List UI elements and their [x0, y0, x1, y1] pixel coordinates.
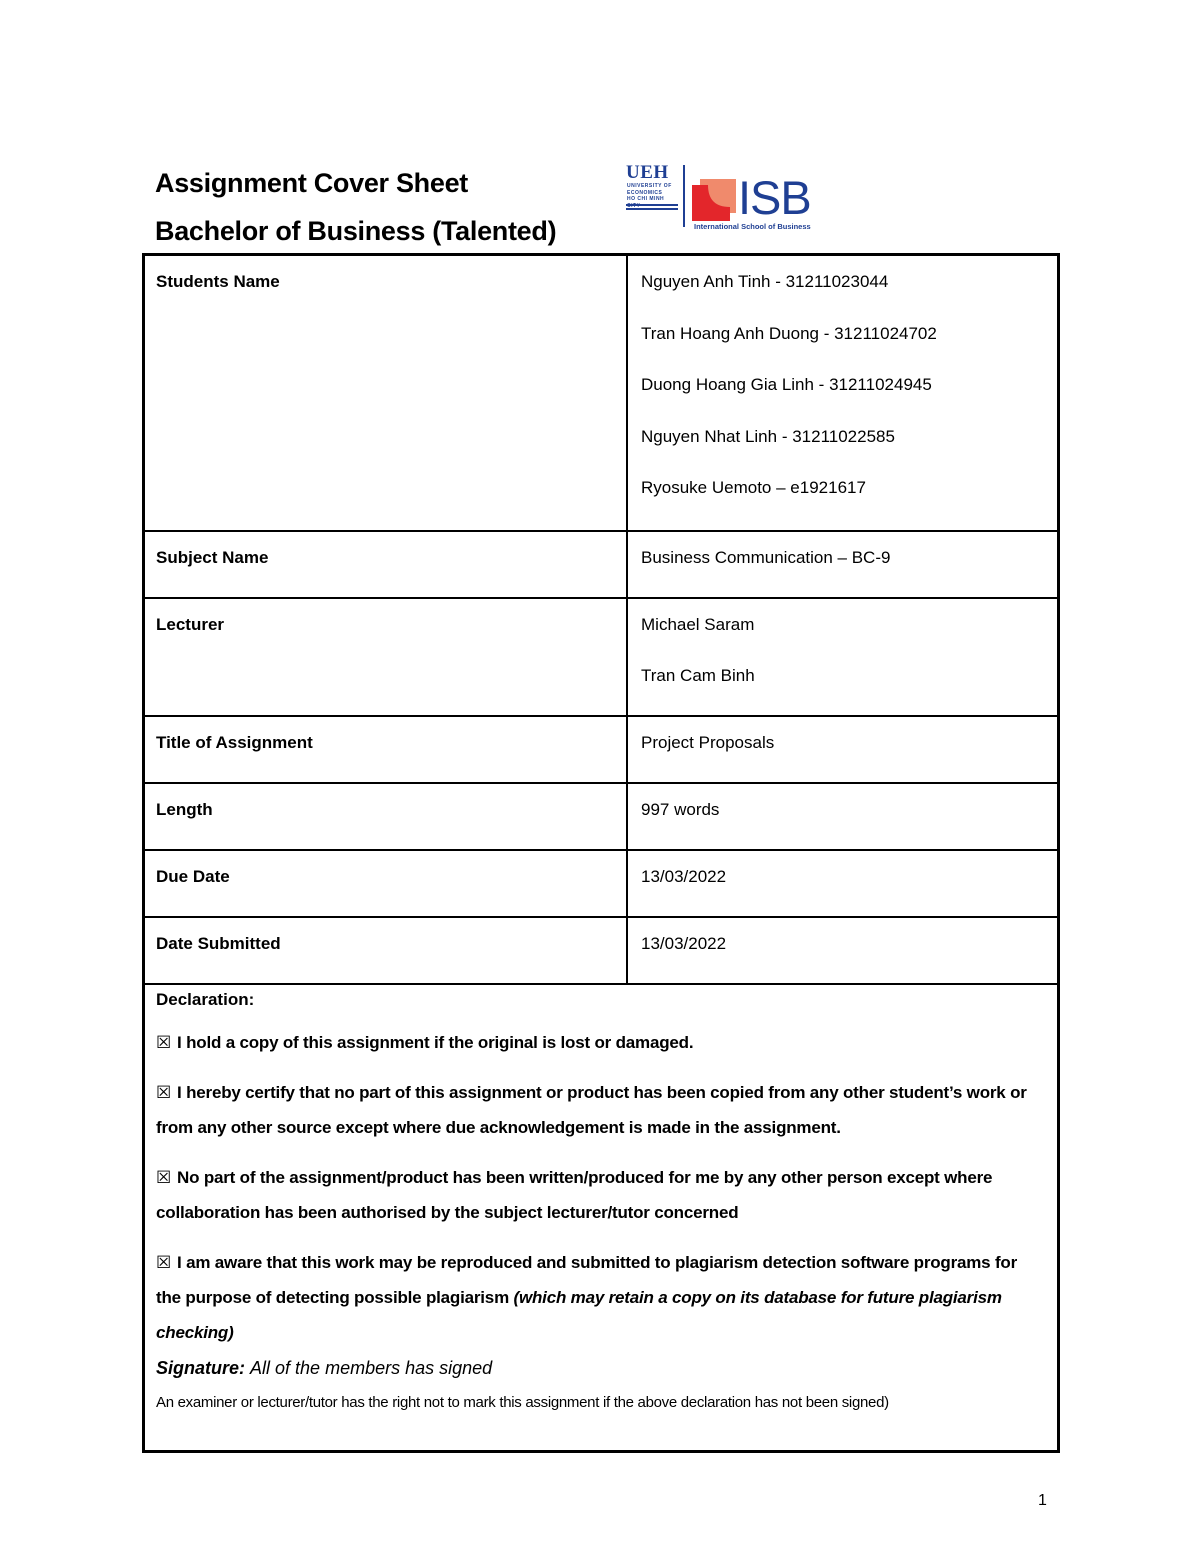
isb-emblem-icon	[692, 179, 736, 221]
subject-row	[144, 531, 1059, 598]
ueh-underline	[626, 204, 678, 206]
due-date-label: Due Date	[144, 850, 628, 917]
lecturer-row	[144, 598, 1059, 716]
declaration-note: An examiner or lecturer/tutor has the right not to mark this assignment if the above declaration has not been signed)	[156, 1393, 889, 1411]
declaration-section	[144, 984, 1059, 1452]
date-submitted-label: Date Submitted	[144, 917, 628, 984]
lecturer-list	[627, 598, 1059, 716]
isb-logo-text: ISB	[738, 171, 811, 224]
page-number: 1	[1038, 1492, 1047, 1509]
students-label: Students Name	[144, 255, 628, 531]
subject-value: Business Communication – BC-9	[627, 531, 1059, 598]
due-date-value: 13/03/2022	[627, 850, 1059, 917]
subject-label: Subject Name	[144, 531, 628, 598]
logo-divider	[683, 165, 685, 227]
due-date-row	[144, 850, 1059, 917]
signature-line	[156, 1356, 1046, 1380]
student-name: Tran Hoang Anh Duong - 31211024702	[641, 323, 937, 343]
student-name: Ryosuke Uemoto – e1921617	[641, 478, 866, 497]
ueh-logo-subtext: UNIVERSITY OF ECONOMICS HO CHI MINH	[627, 183, 672, 202]
signature-value: All of the members has signed	[250, 1357, 493, 1378]
date-submitted-value: 13/03/2022	[627, 917, 1059, 984]
assignment-title-label: Title of Assignment	[144, 716, 628, 783]
assignment-title-row	[144, 716, 1059, 783]
isb-logo-subtext: International School of Business	[694, 222, 811, 231]
length-row	[144, 783, 1059, 850]
assignment-title-value: Project Proposals	[627, 716, 1059, 783]
date-submitted-row	[144, 917, 1059, 984]
checked-box-icon: ☒	[156, 1252, 172, 1272]
checked-box-icon: ☒	[156, 1032, 172, 1052]
length-label: Length	[144, 783, 628, 850]
declaration-row	[144, 984, 1059, 1452]
ueh-isb-logo	[626, 163, 836, 235]
student-name: Nguyen Anh Tinh - 31211023044	[641, 272, 889, 291]
signature-label: Signature:	[156, 1357, 246, 1378]
checked-box-icon: ☒	[156, 1082, 172, 1102]
declaration-item: ☒ I hold a copy of this assignment if the original is lost or damaged.	[156, 1032, 694, 1052]
declaration-item: ☒ I am aware that this work may be reproduced and submitted to plagiarism detection software programs for the purpose of detecting possible plagiarism (which may retain a copy on its database for future plagiarism checking)	[156, 1252, 1018, 1342]
lecturer-name: Michael Saram	[641, 614, 755, 634]
declaration-heading: Declaration:	[156, 989, 255, 1009]
cover-sheet-table	[142, 253, 1060, 1453]
lecturer-name: Tran Cam Binh	[641, 666, 755, 685]
declaration-item: ☒ No part of the assignment/product has been written/produced for me by any other person except where collaboration has been authorised by the subject lecturer/tutor concerned	[156, 1167, 993, 1222]
program-title: Bachelor of Business (Talented)	[155, 216, 557, 246]
students-row	[144, 255, 1059, 531]
length-value: 997 words	[627, 783, 1059, 850]
cover-sheet-title: Assignment Cover Sheet	[155, 168, 468, 198]
declaration-item: ☒ I hereby certify that no part of this assignment or product has been copied from any other student’s work or from any other source except where due acknowledgement is made in the assignment.	[156, 1082, 1027, 1137]
student-name: Duong Hoang Gia Linh - 31211024945	[641, 375, 932, 394]
checked-box-icon: ☒	[156, 1167, 172, 1187]
student-name: Nguyen Nhat Linh - 31211022585	[641, 426, 895, 446]
ueh-underline	[626, 208, 678, 210]
ueh-logo-text: UEH	[626, 162, 669, 183]
lecturer-label: Lecturer	[144, 598, 628, 716]
students-list	[627, 255, 1059, 531]
